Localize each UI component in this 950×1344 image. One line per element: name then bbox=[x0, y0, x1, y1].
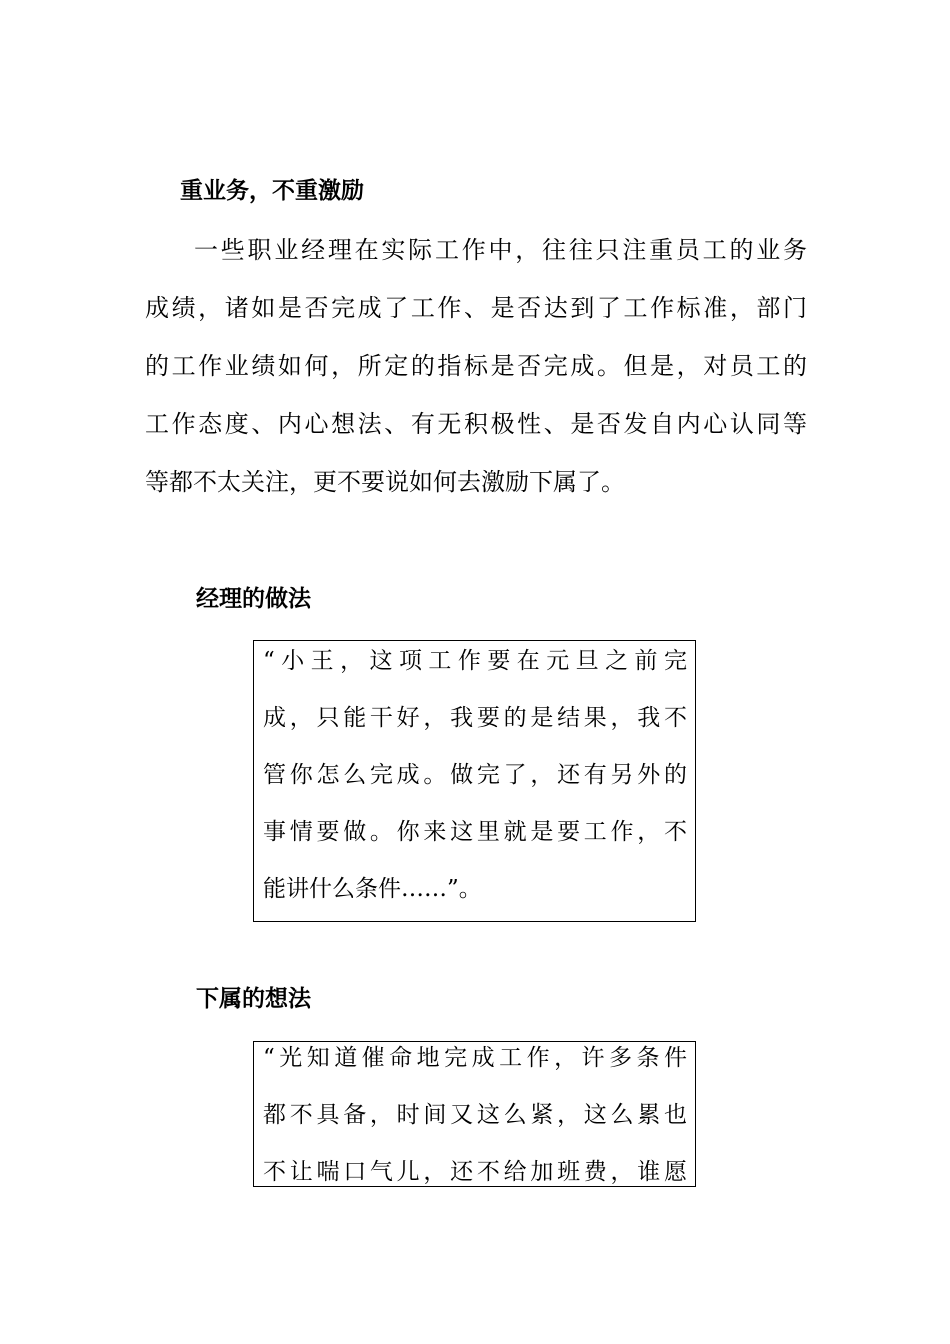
manager-quote-box bbox=[253, 640, 696, 922]
manager-quote-line: 成，只能干好，我要的是结果，我不 bbox=[263, 705, 687, 731]
subordinate-thoughts-heading: 下属的想法 bbox=[196, 986, 311, 1012]
manager-quote-line: 管你怎么完成。做完了，还有另外的 bbox=[263, 762, 687, 788]
paragraph-line: 的工作业绩如何，所定的指标是否完成。但是，对员工的 bbox=[145, 352, 807, 380]
subordinate-quote-line: 不让喘口气儿，还不给加班费，谁愿 bbox=[263, 1159, 687, 1185]
manager-quote-line: 能讲什么条件……”。 bbox=[263, 876, 482, 902]
paragraph-line: 等都不太关注，更不要说如何去激励下属了。 bbox=[145, 468, 625, 496]
manager-approach-heading: 经理的做法 bbox=[196, 586, 311, 612]
subordinate-quote-line: “光知道催命地完成工作，许多条件 bbox=[263, 1045, 687, 1071]
manager-quote-line: 事情要做。你来这里就是要工作，不 bbox=[263, 819, 687, 845]
paragraph-line: 成绩，诸如是否完成了工作、是否达到了工作标准，部门 bbox=[145, 294, 807, 322]
paragraph-line: 一些职业经理在实际工作中，往往只注重员工的业务 bbox=[194, 236, 807, 264]
section-heading: 重业务，不重激励 bbox=[180, 178, 364, 204]
manager-quote-line: “小王，这项工作要在元旦之前完 bbox=[263, 648, 687, 674]
paragraph-line: 工作态度、内心想法、有无积极性、是否发自内心认同等 bbox=[145, 410, 807, 438]
subordinate-quote-line: 都不具备，时间又这么紧，这么累也 bbox=[263, 1102, 687, 1128]
subordinate-quote-box bbox=[253, 1041, 696, 1187]
